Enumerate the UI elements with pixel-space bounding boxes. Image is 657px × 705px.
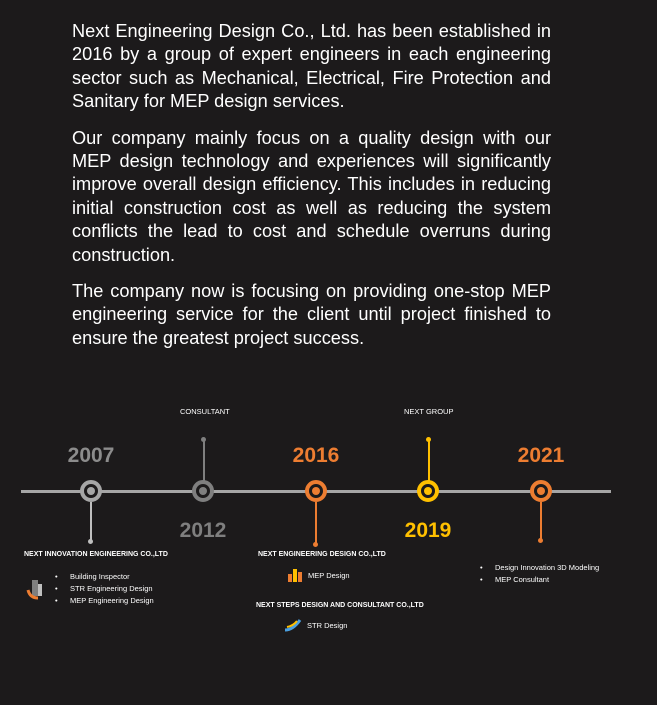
services-2021	[480, 562, 599, 586]
mep-design-row	[287, 568, 350, 582]
service-item: • MEP Engineering Design	[55, 595, 154, 607]
company-next-steps: NEXT STEPS DESIGN AND CONSULTANT CO.,LTD	[256, 602, 424, 609]
stem-2019	[428, 440, 430, 481]
next-steps-logo-icon	[284, 618, 302, 632]
service-item: • STR Engineering Design	[55, 583, 154, 595]
timeline-node-2007	[80, 480, 102, 502]
service-item: • Building Inspector	[55, 571, 154, 583]
label-next-group: NEXT GROUP	[404, 407, 454, 416]
company-next-innovation: NEXT INNOVATION ENGINEERING CO.,LTD	[24, 551, 168, 558]
stem-dot-2007	[88, 539, 93, 544]
stem-dot-2016	[313, 542, 318, 547]
building-icon	[287, 568, 303, 582]
service-mep-design: MEP Design	[308, 570, 350, 580]
year-2021: 2021	[517, 444, 565, 467]
intro-paragraph-2: Our company mainly focus on a quality design with our MEP design technology and experiences will significantly improve overall design efficiency. This includes in reducing initial construction cost as well as reducing the system conflicts the lead to cost and schedule overruns during construction.	[72, 127, 551, 265]
timeline-node-2016	[305, 480, 327, 502]
timeline-node-2021	[530, 480, 552, 502]
stem-2007	[90, 502, 92, 540]
timeline-node-2012	[192, 480, 214, 502]
year-2016: 2016	[292, 444, 340, 467]
str-design-row	[284, 618, 347, 632]
stem-2016	[315, 502, 317, 544]
services-2007	[55, 571, 154, 607]
next-innovation-logo-icon	[26, 578, 48, 605]
company-next-engineering: NEXT ENGINEERING DESIGN CO.,LTD	[258, 551, 386, 558]
service-str-design: STR Design	[307, 620, 348, 630]
stem-2021	[540, 502, 542, 540]
timeline-node-2019	[417, 480, 439, 502]
stem-dot-2021	[538, 538, 543, 543]
intro-paragraph-3: The company now is focusing on providing one-stop MEP engineering service for the client until project finished to ensure the greatest project success.	[72, 281, 551, 348]
intro-text	[72, 20, 551, 363]
intro-paragraph-1: Next Engineering Design Co., Ltd. has been established in 2016 by a group of expert engineers in each engineering sector such as Mechanical, Electrical, Fire Protection and Sanitary for MEP design services.	[72, 21, 551, 112]
service-item: • MEP Consultant	[480, 574, 599, 586]
service-item: • Design Innovation 3D Modeling	[480, 562, 599, 574]
year-2019: 2019	[404, 519, 452, 542]
stem-2012	[203, 440, 205, 481]
year-2007: 2007	[67, 444, 115, 467]
year-2012: 2012	[179, 519, 227, 542]
label-consultant: CONSULTANT	[180, 407, 230, 416]
